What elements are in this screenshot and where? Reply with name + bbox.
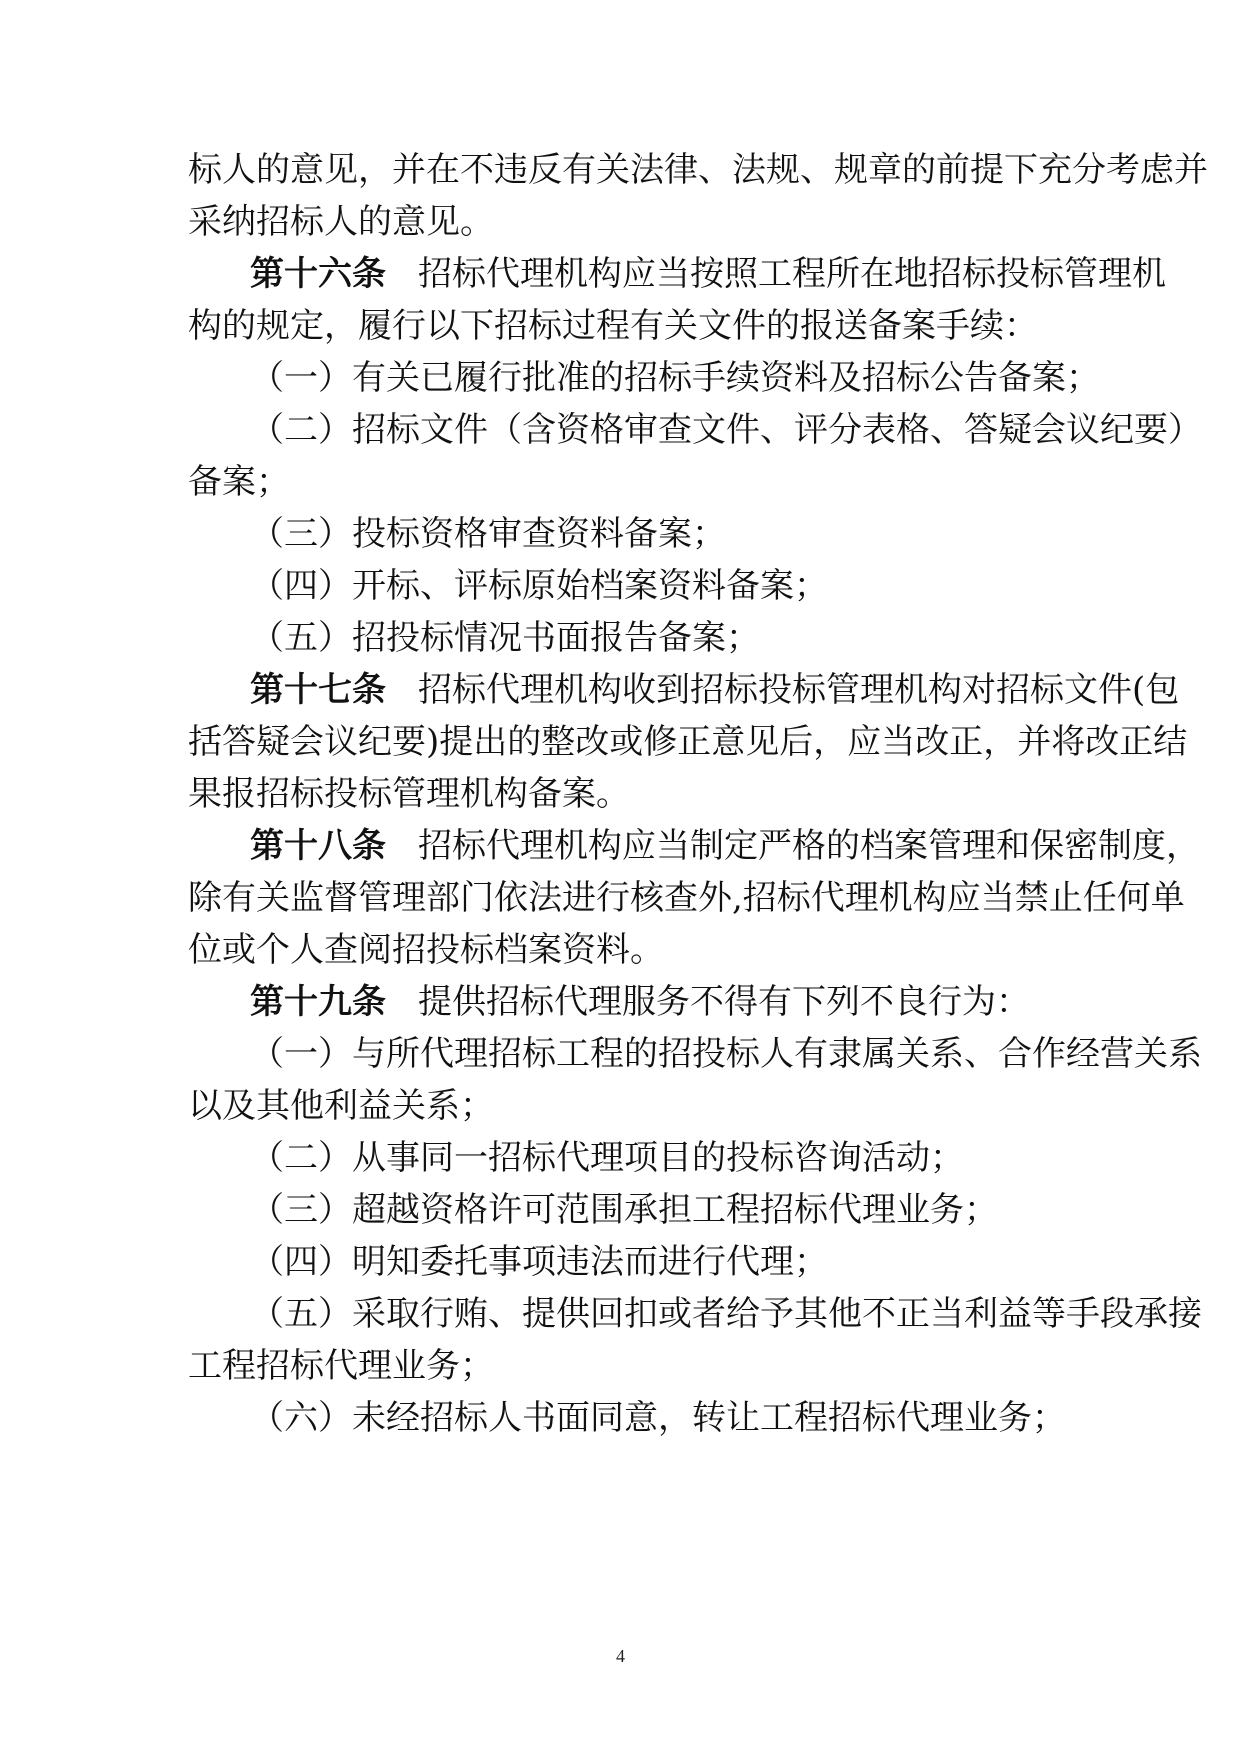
text-line: 括答疑会议纪要)提出的整改或修正意见后，应当改正，并将改正结 [188,722,1188,762]
list-item: （二）招标文件（含资格审查文件、评分表格、答疑会议纪要） [250,410,1202,450]
article-number: 第十七条 [250,670,386,710]
list-item: （五）招投标情况书面报告备案； [250,618,760,658]
article-17-heading: 第十七条 招标代理机构收到招标投标管理机构对招标文件(包 [250,670,1180,710]
article-number: 第十六条 [250,254,386,294]
text-line: 构的规定，履行以下招标过程有关文件的报送备案手续： [188,306,1038,346]
article-18-heading: 第十八条 招标代理机构应当制定严格的档案管理和保密制度， [250,826,1200,866]
text-line: 备案； [188,462,290,502]
text-line: 位或个人查阅招投标档案资料。 [188,930,664,970]
text-line: 工程招标代理业务； [188,1346,494,1386]
list-item: （一）与所代理招标工程的招投标人有隶属关系、合作经营关系 [250,1034,1202,1074]
article-number: 第十九条 [250,982,386,1022]
article-16-heading: 第十六条 招标代理机构应当按照工程所在地招标投标管理机 [250,254,1166,294]
text-line: 果报招标投标管理机构备案。 [188,774,630,814]
article-number: 第十八条 [250,826,386,866]
list-item: （六）未经招标人书面同意，转让工程招标代理业务； [250,1398,1066,1438]
list-item: （三）投标资格审查资料备案； [250,514,726,554]
text-line: 采纳招标人的意见。 [188,202,494,242]
text-line: 以及其他利益关系； [188,1086,494,1126]
list-item: （一）有关已履行批准的招标手续资料及招标公告备案； [250,358,1100,398]
list-item: （二）从事同一招标代理项目的投标咨询活动； [250,1138,964,1178]
list-item: （三）超越资格许可范围承担工程招标代理业务； [250,1190,998,1230]
article-19-heading: 第十九条 提供招标代理服务不得有下列不良行为： [250,982,1030,1022]
list-item: （四）开标、评标原始档案资料备案； [250,566,828,606]
text-line: 标人的意见，并在不违反有关法律、法规、规章的前提下充分考虑并 [188,150,1208,190]
list-item: （五）采取行贿、提供回扣或者给予其他不正当利益等手段承接 [250,1294,1202,1334]
list-item: （四）明知委托事项违法而进行代理； [250,1242,828,1282]
page-number: 4 [616,1646,625,1666]
text-line: 除有关监督管理部门依法进行核查外,招标代理机构应当禁止任何单 [188,878,1185,918]
